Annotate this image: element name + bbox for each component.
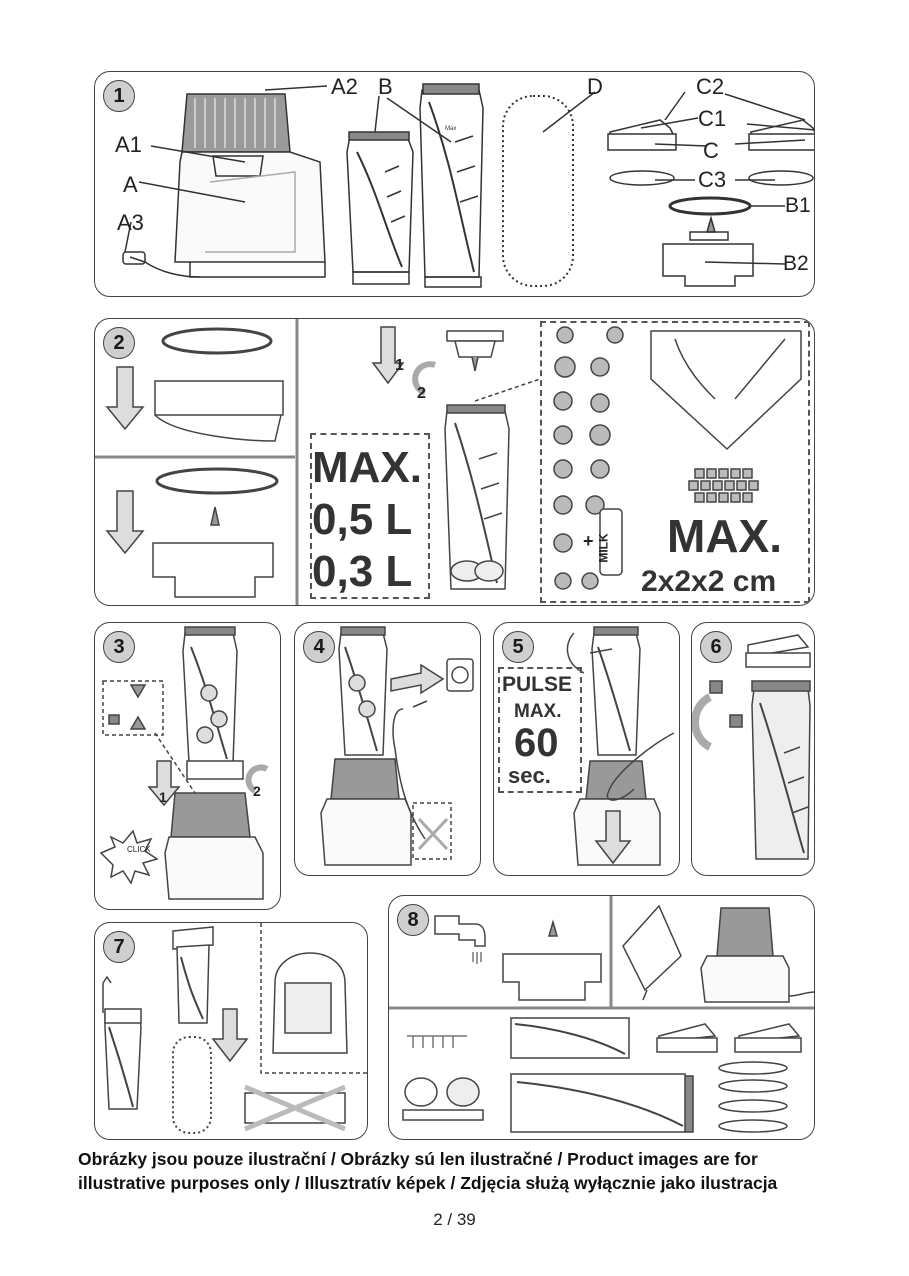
disclaimer-line-1: Obrázky jsou pouze ilustrační / Obrázky sú len ilustračné / Product images are for [78,1149,758,1169]
max-line-2: 0,5 L [312,495,413,544]
pulse-box [498,667,582,793]
tall-bottle-mark: Max [445,126,457,132]
disclaimer [78,1147,848,1195]
label-c1: C1 [698,106,727,131]
step-2-label: 2 [253,783,261,799]
panel-4 [294,622,481,876]
step-number: 1 [103,80,135,112]
milk-label: MILK [596,533,611,563]
step-number: 6 [700,631,732,663]
pulse-label: PULSE [502,673,573,696]
step-number: 5 [502,631,534,663]
step-2-label: 2 [417,385,426,402]
step-1-label: 1 [395,357,404,374]
label-b1: B1 [785,194,811,217]
label-b: B [378,74,393,99]
label-a3: A3 [117,210,144,235]
panel-7 [94,922,368,1140]
cube-size-label: 2x2x2 cm [641,565,777,598]
pulse-max-label: MAX. [514,701,562,722]
click-label: CLICK [127,845,151,854]
label-c: C [703,138,719,163]
max-volume-box [310,433,430,599]
step-number: 2 [103,327,135,359]
portable-use-illustration [95,923,368,1140]
max-line-1: MAX. [312,443,422,492]
label-a: A [123,172,138,197]
max-size-label: MAX. [667,510,782,562]
cleaning-illustration [389,896,815,1140]
page-number: 2 / 39 [433,1210,476,1229]
label-c2: C2 [696,74,725,99]
step-number: 3 [103,631,135,663]
panel-5 [493,622,680,876]
panel-2 [94,318,815,606]
label-a2: A2 [331,74,358,99]
step-number: 7 [103,931,135,963]
pulse-sec-label: sec. [508,763,551,788]
panel-1 [94,71,815,297]
panel-3 [94,622,281,910]
max-line-3: 0,3 L [312,547,413,596]
plus-sign: + [583,531,594,551]
step-1-label: 1 [159,789,167,805]
step-number: 8 [397,904,429,936]
label-c3: C3 [698,167,727,192]
pulse-seconds-value: 60 [514,721,559,765]
step-number: 4 [303,631,335,663]
panel-8 [388,895,815,1140]
label-b2: B2 [783,252,809,275]
label-a1: A1 [115,132,142,157]
attach-bottle-illustration [95,623,281,910]
label-d: D [587,74,603,99]
panel-6 [691,622,815,876]
disclaimer-line-2: illustrative purposes only / Illusztratív képek / Zdjęcia służą wyłącznie jako ilustracja [78,1173,778,1193]
